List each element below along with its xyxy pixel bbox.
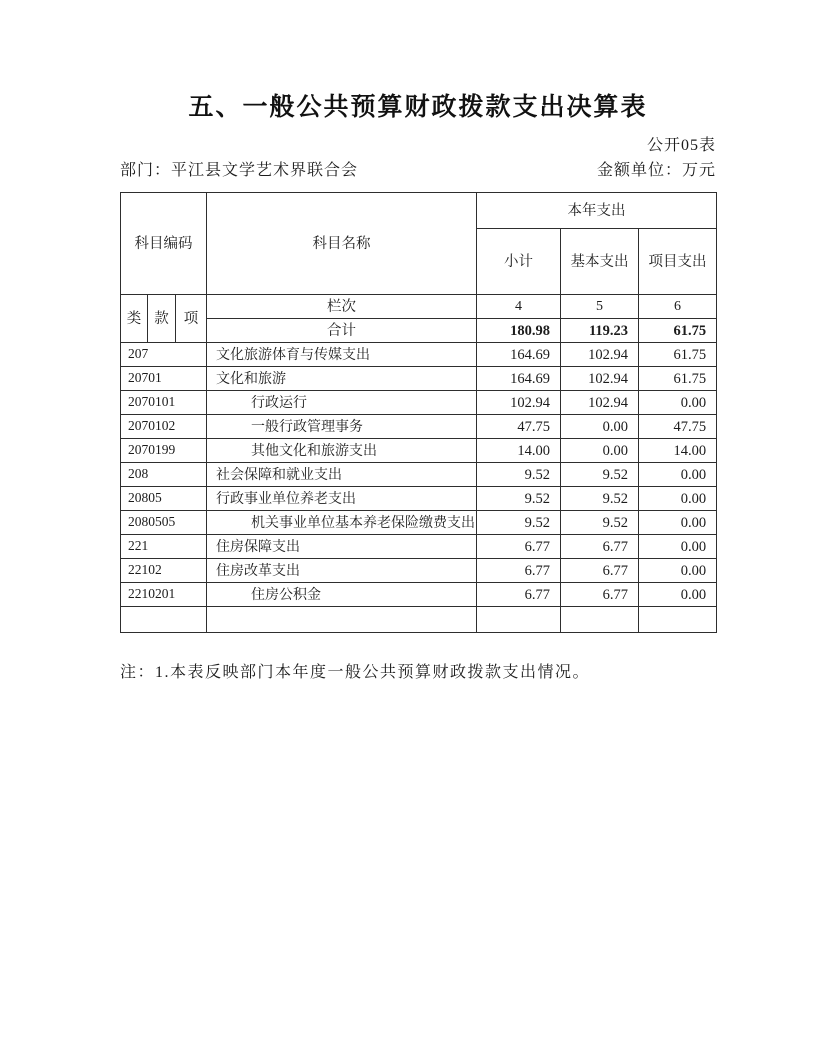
cell-subject-code: 2070101: [121, 391, 207, 415]
header-row-column-index: [121, 295, 717, 319]
table-row: [121, 607, 717, 633]
cell-basic-expenditure: 6.77: [561, 559, 639, 583]
cell-subtotal: 9.52: [477, 511, 561, 535]
cell-subject-code: 208: [121, 463, 207, 487]
header-subtotal: 小计: [477, 229, 561, 295]
cell-basic-expenditure: 6.77: [561, 535, 639, 559]
cell-subject-name: 文化和旅游: [207, 367, 477, 391]
form-number-label: 公开05表: [646, 137, 716, 154]
cell-subject-code: 221: [121, 535, 207, 559]
cell-basic-expenditure: 0.00: [561, 439, 639, 463]
cell-subject-name: 行政事业单位养老支出: [207, 487, 477, 511]
table-head-body: [121, 193, 717, 343]
cell-subject-code: 2080505: [121, 511, 207, 535]
header-subject-code: 科目编码: [121, 193, 207, 295]
table-row: [121, 439, 717, 463]
table-row: [121, 343, 717, 367]
cell-subject-code: 207: [121, 343, 207, 367]
header-row-top: [121, 193, 717, 229]
cell-subject-name: 行政运行: [207, 391, 477, 415]
table-row: [121, 535, 717, 559]
header-basic-expenditure: 基本支出: [561, 229, 639, 295]
cell-project-expenditure: 0.00: [639, 583, 717, 607]
report-sheet: [120, 0, 716, 684]
column-index-basic: 5: [561, 295, 639, 319]
cell-subject-name: 其他文化和旅游支出: [207, 439, 477, 463]
table-row: [121, 511, 717, 535]
cell-project-expenditure: 14.00: [639, 439, 717, 463]
table-row: [121, 559, 717, 583]
cell-subtotal: 6.77: [477, 583, 561, 607]
cell-subject-code: 22102: [121, 559, 207, 583]
cell-subtotal: 9.52: [477, 487, 561, 511]
cell-basic-expenditure: 102.94: [561, 367, 639, 391]
cell-basic-expenditure: 9.52: [561, 487, 639, 511]
total-label: 合计: [207, 319, 477, 343]
cell-subject-name: 社会保障和就业支出: [207, 463, 477, 487]
page-title: 五、一般公共预算财政拨款支出决算表: [188, 93, 648, 121]
table-row: [121, 463, 717, 487]
cell-basic-expenditure: 102.94: [561, 391, 639, 415]
table-row: [121, 415, 717, 439]
cell-subject-name: 机关事业单位基本养老保险缴费支出: [207, 511, 477, 535]
cell-subtotal: 6.77: [477, 559, 561, 583]
cell-subject-code: [121, 607, 207, 633]
cell-subtotal: 164.69: [477, 343, 561, 367]
cell-subtotal: 164.69: [477, 367, 561, 391]
cell-basic-expenditure: 0.00: [561, 415, 639, 439]
header-subject-name: 科目名称: [207, 193, 477, 295]
cell-subject-name: 住房保障支出: [207, 535, 477, 559]
cell-project-expenditure: 0.00: [639, 487, 717, 511]
cell-basic-expenditure: 102.94: [561, 343, 639, 367]
cell-subject-code: 20805: [121, 487, 207, 511]
header-item: 项: [176, 295, 207, 343]
cell-subtotal: 47.75: [477, 415, 561, 439]
cell-subtotal: [477, 607, 561, 633]
cell-subtotal: 6.77: [477, 535, 561, 559]
cell-basic-expenditure: 6.77: [561, 583, 639, 607]
cell-subject-code: 2070199: [121, 439, 207, 463]
department-label: 部门：平江县文学艺术界联合会: [120, 162, 359, 180]
cell-subject-name: [207, 607, 477, 633]
cell-subtotal: 14.00: [477, 439, 561, 463]
cell-project-expenditure: 0.00: [639, 463, 717, 487]
table-row: [121, 391, 717, 415]
cell-subject-code: 2210201: [121, 583, 207, 607]
note-text: 注：1.本表反映部门本年度一般公共预算财政拨款支出情况。: [120, 664, 591, 682]
cell-subject-name: 住房公积金: [207, 583, 477, 607]
table-row: [121, 583, 717, 607]
header-class: 类: [121, 295, 148, 343]
table-row: [121, 487, 717, 511]
table-body: [121, 343, 717, 633]
cell-subtotal: 9.52: [477, 463, 561, 487]
cell-project-expenditure: 0.00: [639, 511, 717, 535]
total-row: [121, 319, 717, 343]
cell-basic-expenditure: 9.52: [561, 463, 639, 487]
header-section: 款: [148, 295, 176, 343]
header-project-expenditure: 项目支出: [639, 229, 717, 295]
cell-project-expenditure: [639, 607, 717, 633]
cell-subject-code: 20701: [121, 367, 207, 391]
column-index-subtotal: 4: [477, 295, 561, 319]
cell-project-expenditure: 47.75: [639, 415, 717, 439]
cell-basic-expenditure: [561, 607, 639, 633]
unit-label: 金额单位：万元: [596, 162, 716, 180]
cell-subject-name: 住房改革支出: [207, 559, 477, 583]
column-index-project: 6: [639, 295, 717, 319]
cell-project-expenditure: 61.75: [639, 343, 717, 367]
cell-project-expenditure: 0.00: [639, 559, 717, 583]
cell-project-expenditure: 61.75: [639, 367, 717, 391]
cell-basic-expenditure: 9.52: [561, 511, 639, 535]
cell-subject-code: 2070102: [121, 415, 207, 439]
header-column-index-label: 栏次: [207, 295, 477, 319]
total-project: 61.75: [639, 319, 717, 343]
cell-project-expenditure: 0.00: [639, 391, 717, 415]
budget-table: [120, 192, 717, 633]
table-row: [121, 367, 717, 391]
cell-subject-name: 文化旅游体育与传媒支出: [207, 343, 477, 367]
total-subtotal: 180.98: [477, 319, 561, 343]
total-basic: 119.23: [561, 319, 639, 343]
cell-project-expenditure: 0.00: [639, 535, 717, 559]
meta-row: [120, 161, 716, 181]
cell-subject-name: 一般行政管理事务: [207, 415, 477, 439]
cell-subtotal: 102.94: [477, 391, 561, 415]
header-current-year-expenditure: 本年支出: [477, 193, 717, 229]
